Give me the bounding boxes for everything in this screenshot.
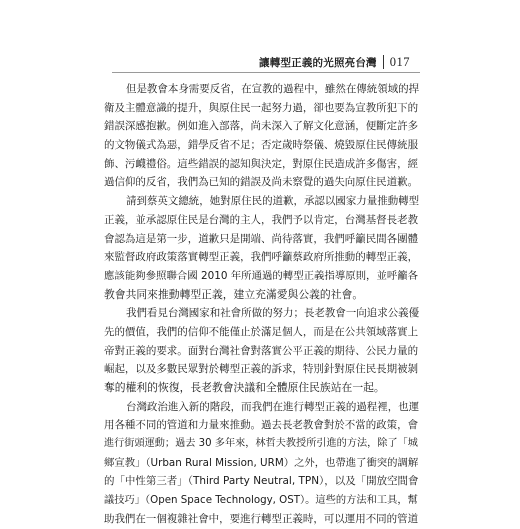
text-line: 衛及主體意識的提升，與原住民一起努力過，卻也要為宣教所犯下的	[104, 101, 419, 114]
header-divider	[383, 55, 384, 69]
text-line: 過信仰的反省，我們為已知的錯誤及尚未察覺的過失向原住民道歉。	[104, 176, 419, 189]
text-line: 應該能夠參照聯合國 2010 年所通過的轉型正義指導原則，並呼籲各	[104, 269, 419, 282]
running-header-title: 讓轉型正義的光照亮台灣	[259, 56, 377, 69]
text-line: 先的價值，我們的信仰不能僅止於滿足個人，而是在公共領域落實上	[104, 325, 419, 338]
text-line: 鄉宣教」（Urban Rural Mission, URM）之外，也帶進了衝突的調解	[104, 456, 419, 469]
text-line: 來監督政府政策落實轉型正義，我們呼籲蔡政府所推動的轉型正義，	[104, 251, 419, 264]
text-line: 會認為這是第一步，道歉只是開端、尚待落實，我們呼籲民間各團體	[104, 232, 419, 245]
text-line: 的「中性第三者」（Third Party Neutral, TPN），以及「開放空間會	[104, 475, 419, 488]
text-line: 正義，並承認原住民是台灣的主人，我們予以肯定，台灣基督長老教	[104, 213, 419, 226]
text-line: 台灣政治進入新的階段，而我們在進行轉型正義的過程裡，也運	[126, 400, 420, 413]
paragraph-3	[104, 304, 420, 397]
paragraph-1	[104, 80, 420, 192]
text-line: 飾、污衊禮俗。這些錯誤的認知與決定，對原住民造成許多傷害，經	[104, 157, 419, 170]
paragraph-2	[104, 192, 420, 304]
text-line: 教會共同來推動轉型正義，建立充滿愛與公義的社會。	[104, 287, 364, 301]
text-line: 我們看見台灣國家和社會所做的努力；長老教會一向追求公義優	[126, 307, 420, 320]
body-text	[104, 80, 420, 529]
text-line: 奪的權利的恢復，長老教會決議和全體原住民族站在一起。	[104, 381, 385, 394]
text-line: 請到蔡英文總統，她對原住民的道歉，承認以國家力量推動轉型	[126, 195, 420, 208]
running-header	[259, 52, 410, 72]
text-line: 進行街頭運動；過去 30 多年來，林哲夫教授所引進的方法，除了「城	[104, 438, 418, 450]
text-line: 助我們在一個複雜社會中，要進行轉型正義時，可以運用不同的管道	[104, 512, 419, 525]
text-line: 用各種不同的管道和力量來推動。過去長老教會對於不當的政策，會	[104, 419, 419, 432]
text-line: 崛起，以及多數民眾對於轉型正義的訴求，特別針對原住民長期被剝	[104, 363, 419, 376]
page-number: 017	[389, 54, 410, 69]
text-line: 的文物儀式為惡，錯學反省不足；否定歲時祭儀、燒毀原住民傳統服	[104, 139, 419, 152]
text-line: 錯誤深感抱歉。例如進入部落，尚未深入了解文化意涵，便斷定許多	[104, 120, 419, 133]
text-line: 議技巧」（Open Space Technology, OST）。這些的方法和工具，幫	[104, 494, 418, 507]
text-line: 但是教會本身需要反省，在宣教的過程中，雖然在傳統領域的捍	[126, 83, 420, 95]
paragraph-4	[104, 398, 420, 529]
text-line: 帝對正義的要求。面對台灣社會對落實公平正義的期待、公民力量的	[104, 344, 419, 357]
header-rule	[112, 72, 420, 73]
